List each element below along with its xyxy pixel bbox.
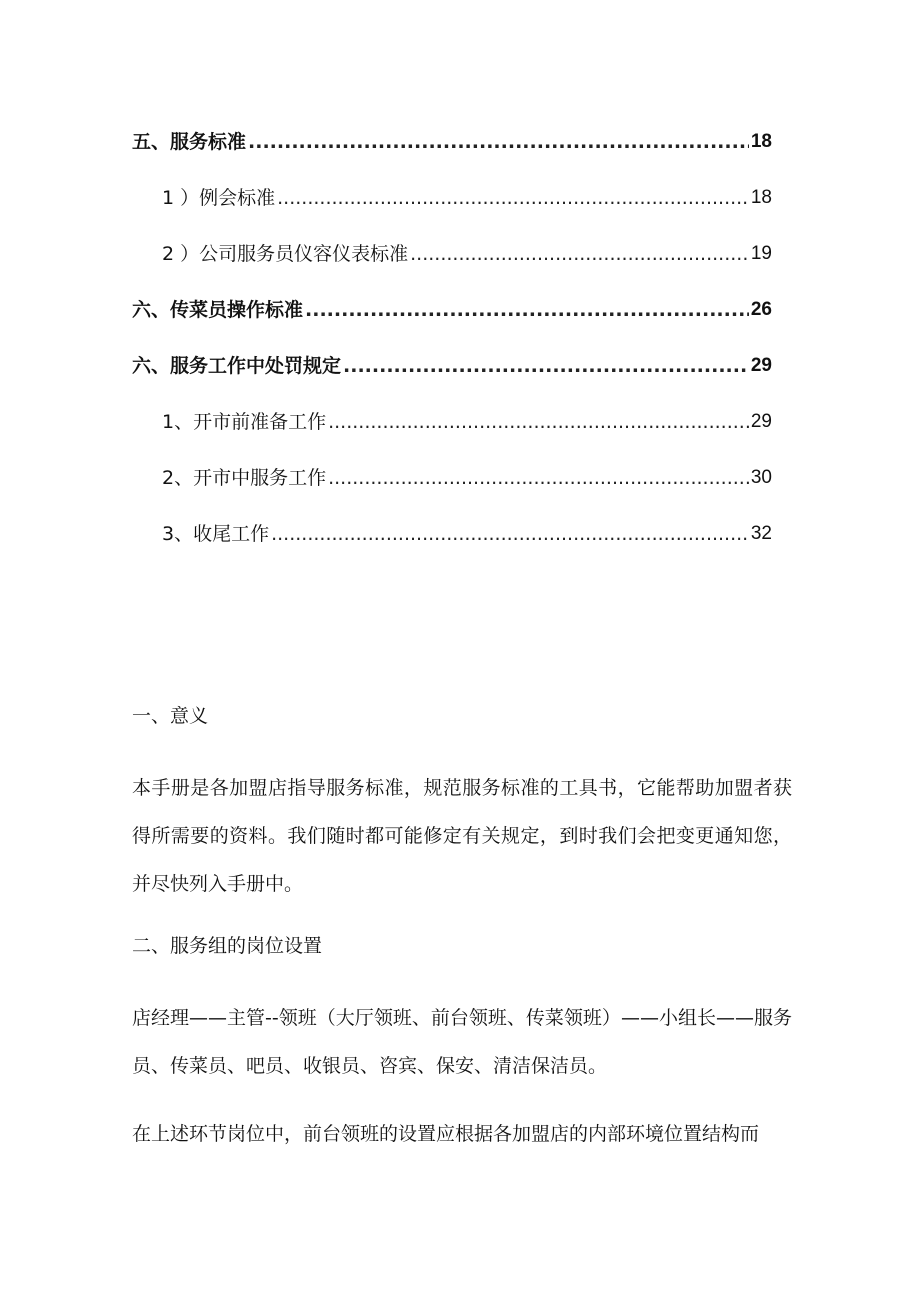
toc-entry-page: 18 [750,187,772,208]
toc-leader-dots [328,410,749,434]
paragraph-position-hierarchy: 店经理——主管--领班（大厅领班、前台领班、传菜领班）——小组长——服务员、传菜员、吧员、收银员、咨宾、保安、清洁保洁员。 [132,1007,792,1077]
paragraph-front-desk-note: 在上述环节岗位中，前台领班的设置应根据各加盟店的内部环境位置结构而 [132,1123,760,1145]
toc-entry[interactable] [132,98,772,154]
toc-entry-title: 五、服务标准 [132,131,247,153]
toc-entry-title: 2 ）公司服务员仪容仪表标准 [162,243,409,265]
toc-entry-title: 2、开市中服务工作 [162,467,327,489]
toc-leader-dots [305,298,749,322]
toc-leader-dots [328,466,749,490]
toc-entry-page: 29 [750,355,772,376]
toc-leader-dots [248,130,749,154]
toc-entry-title: 1 ）例会标准 [162,187,276,209]
toc-entry-title: 3、收尾工作 [162,523,270,545]
toc-entry[interactable] [132,378,772,434]
toc-entry[interactable] [132,210,772,266]
spacer [132,1090,792,1110]
toc-entry[interactable] [132,266,772,322]
toc-entry-title: 1、开市前准备工作 [162,411,327,433]
toc-leader-dots [271,522,749,546]
body-text [132,698,792,1158]
toc-entry[interactable] [132,154,772,210]
toc-entry-page: 29 [750,411,772,432]
toc-entry-page: 32 [750,523,772,544]
section-heading-positions: 二、服务组的岗位设置 [132,935,323,957]
toc-leader-dots [277,186,749,210]
toc-entry-page: 19 [750,243,772,264]
paragraph-significance: 本手册是各加盟店指导服务标准，规范服务标准的工具书，它能帮助加盟者获得所需要的资料。我们随时都可能修定有关规定，到时我们会把变更通知您，并尽快列入手册中。 [132,777,792,895]
toc-entry-page: 30 [750,467,772,488]
toc-entry-page: 18 [750,131,772,152]
toc-entry[interactable] [132,434,772,490]
spacer [132,734,792,764]
toc-entry-title: 六、传菜员操作标准 [132,299,304,321]
toc-leader-dots [343,354,749,378]
table-of-contents [132,98,772,546]
spacer [132,964,792,994]
spacer [132,908,792,928]
toc-entry[interactable] [132,490,772,546]
toc-entry-page: 26 [750,299,772,320]
section-heading-significance: 一、意义 [132,705,209,727]
toc-entry-title: 六、服务工作中处罚规定 [132,355,342,377]
toc-leader-dots [410,242,749,266]
toc-entry[interactable] [132,322,772,378]
